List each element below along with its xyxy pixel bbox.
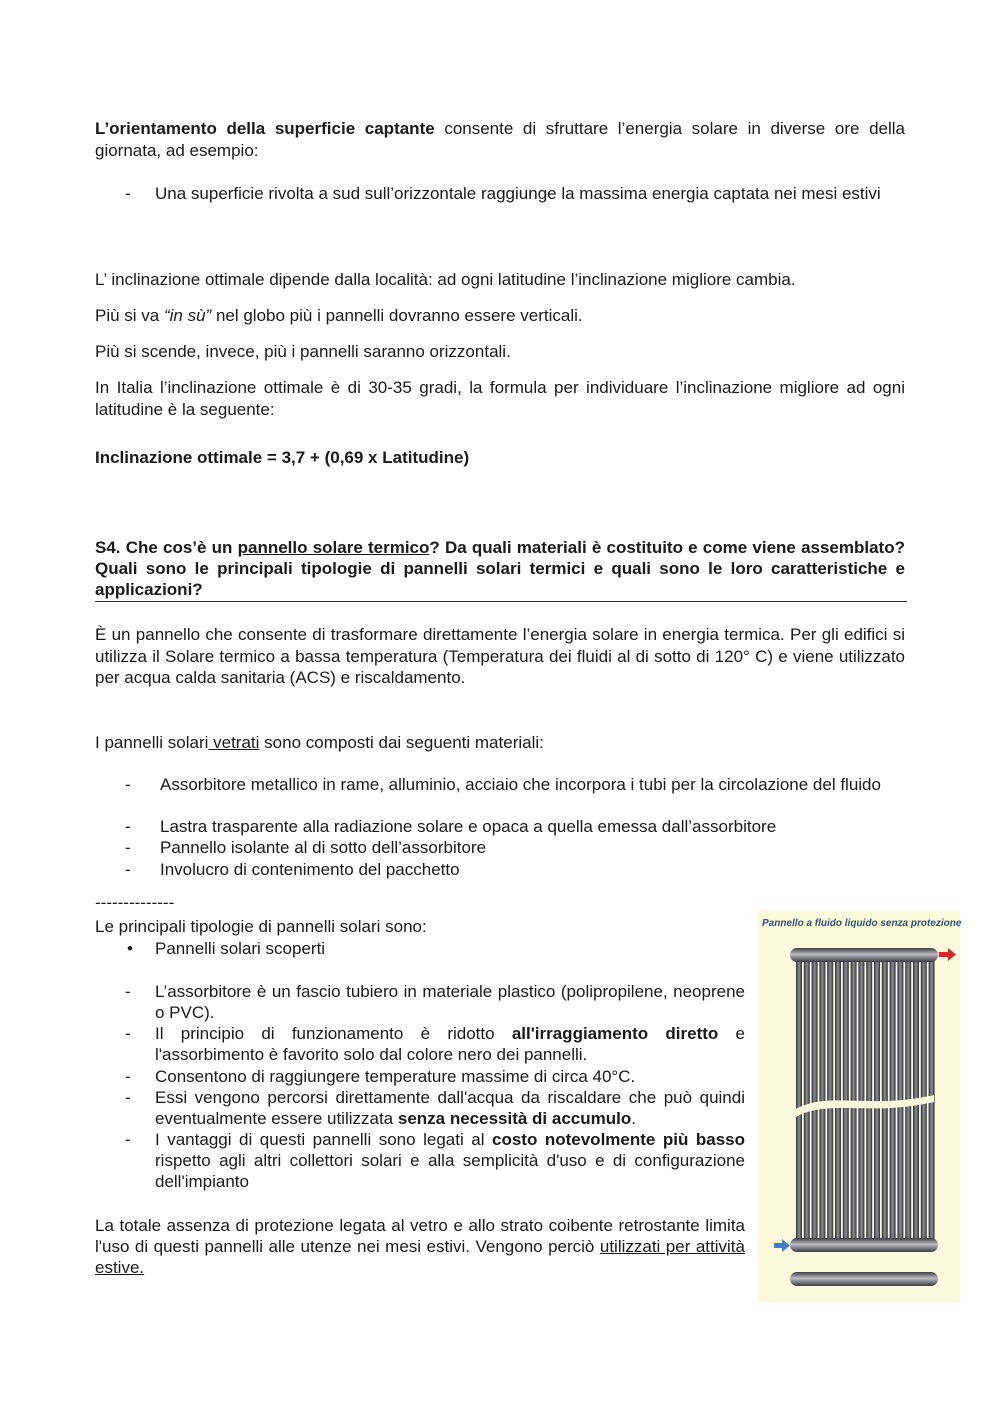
detail-text: L’assorbitore è un fascio tubiero in materiale plastico (polipropilene, neoprene o PVC). xyxy=(155,982,745,1022)
collector-tube xyxy=(874,958,880,1242)
inclination-p2-post: nel globo più i pannelli dovranno essere verticali. xyxy=(211,306,583,325)
types-intro: Le principali tipologie di pannelli solari sono: xyxy=(95,917,427,936)
inclination-p2-pre: Più si va xyxy=(95,306,164,325)
material-item-text: Pannello isolante al di sotto dell’assorbitore xyxy=(160,838,487,857)
dash-marker: - xyxy=(125,1067,131,1086)
dash-marker: - xyxy=(125,184,131,203)
detail-item-text xyxy=(155,1023,745,1065)
dot-marker: • xyxy=(127,939,133,958)
collector-tube xyxy=(796,958,802,1242)
orientation-bullet-text: Una superficie rivolta a sud sull’orizzontale raggiunge la massima energia captata nei mesi estivi xyxy=(155,184,881,203)
collector-illustration xyxy=(758,910,960,1302)
orientation-paragraph xyxy=(95,118,905,162)
material-item-text: Lastra trasparente alla radiazione solare e opaca a quella emessa dall’assorbitore xyxy=(160,817,777,836)
arrow-in-icon xyxy=(774,1239,790,1252)
collector-tube xyxy=(835,958,841,1242)
detail-text: . xyxy=(631,1109,636,1128)
materials-intro xyxy=(95,732,905,754)
inclination-p2 xyxy=(95,305,905,327)
materials-underlined: vetrati xyxy=(208,733,260,752)
question-underlined: pannello solare termico xyxy=(237,538,430,557)
materials-pre: I pannelli solari xyxy=(95,733,209,752)
dash-marker: - xyxy=(125,982,131,1001)
collector-tube xyxy=(882,958,888,1242)
arrow-out-icon xyxy=(939,948,956,961)
detail-text: Il principio di funzionamento è ridotto xyxy=(155,1024,512,1043)
question-rule xyxy=(95,601,907,602)
collector-tube xyxy=(843,958,849,1242)
closing-paragraph xyxy=(95,1215,745,1278)
collector-tube xyxy=(819,958,825,1242)
detail-text: Consentono di raggiungere temperature massime di circa 40°C. xyxy=(155,1067,636,1086)
detail-text: I vantaggi di questi pannelli sono legati al xyxy=(155,1130,492,1149)
detail-bold: senza necessità di accumulo xyxy=(397,1109,632,1128)
detail-item-text xyxy=(155,981,745,1023)
panel-figure xyxy=(758,910,960,1302)
inclination-p3: Più si scende, invece, più i pannelli saranno orizzontali. xyxy=(95,342,511,361)
detail-text: Essi vengono percorsi direttamente dall'acqua da riscaldare che può quindi eventualmente essere utilizzata xyxy=(155,1088,745,1128)
dash-marker: - xyxy=(125,1024,131,1043)
materials-post: sono composti dai seguenti materiali: xyxy=(259,733,544,752)
orientation-bold-lead: L’orientamento della superficie captante xyxy=(95,119,435,138)
dash-marker: - xyxy=(125,860,131,879)
dash-marker: - xyxy=(125,1130,131,1149)
top-header-pipe xyxy=(790,948,938,962)
inclination-formula xyxy=(95,447,905,469)
separator: -------------- xyxy=(95,893,175,912)
collector-tube xyxy=(827,958,833,1242)
material-item-text: Assorbitore metallico in rame, alluminio, acciaio che incorpora i tubi per la circolazione del fluido xyxy=(160,775,881,794)
detail-item-text xyxy=(155,1129,745,1192)
detached-header-pipe xyxy=(790,1272,938,1286)
detail-item-text xyxy=(155,1066,745,1087)
answer-paragraph: È un pannello che consente di trasformare direttamente l’energia solare in energia termica. Per gli edifici si utilizza il Solare termico a bassa temperatura (Temperatura dei fluidi al di sotto di 120° C) e viene utilizzato per acqua calda sanitaria (ACS) e riscaldamento. xyxy=(95,625,905,687)
detail-text: rispetto agli altri collettori solari e alla semplicità d'uso e di configurazione dell'impianto xyxy=(155,1151,745,1191)
question-heading xyxy=(95,537,905,600)
detail-bold: costo notevolmente più basso xyxy=(492,1130,746,1149)
detail-item-text xyxy=(155,1087,745,1129)
detail-text: e l'assorbimento è favorito solo dal colore nero dei pannelli. xyxy=(155,1024,745,1064)
collector-tube xyxy=(866,958,872,1242)
collector-tube xyxy=(812,958,818,1242)
inclination-p2-italic: “in sù” xyxy=(163,306,212,325)
dash-marker: - xyxy=(125,838,131,857)
figure-caption: Pannello a fluido liquido senza protezione xyxy=(762,918,962,929)
detail-bold: all'irraggiamento diretto xyxy=(511,1024,719,1043)
dash-marker: - xyxy=(125,775,131,794)
bottom-header-pipe xyxy=(790,1238,938,1252)
collector-tube xyxy=(851,958,857,1242)
collector-tube xyxy=(890,958,896,1242)
question-pre: S4. Che cos’è un xyxy=(95,538,238,557)
collector-tube xyxy=(804,958,810,1242)
inclination-p1: L’ inclinazione ottimale dipende dalla località: ad ogni latitudine l’inclinazione migliore cambia. xyxy=(95,270,796,289)
material-item-text: Involucro di contenimento del pacchetto xyxy=(160,860,460,879)
dash-marker: - xyxy=(125,817,131,836)
closing-pre: La totale assenza di protezione legata al vetro e allo strato coibente retrostante limita l'uso di questi pannelli alle utenze nei mesi estivi. Vengono perciò xyxy=(95,1216,745,1256)
collector-tube xyxy=(858,958,864,1242)
closing-underlined: utilizzati per attività estive. xyxy=(95,1237,745,1277)
type-item-text: Pannelli solari scoperti xyxy=(155,939,326,958)
inclination-p4: In Italia l’inclinazione ottimale è di 30-35 gradi, la formula per individuare l’inclinazione migliore ad ogni latitudine è la seguente: xyxy=(95,378,905,419)
dash-marker: - xyxy=(125,1088,131,1107)
orientation-text: consente di sfruttare l’energia solare in diverse ore della giornata, ad esempio: xyxy=(95,119,905,160)
formula-text: Inclinazione ottimale = 3,7 + (0,69 x Latitudine) xyxy=(95,448,470,467)
question-post: ? Da quali materiali è costituito e come viene assemblato? Quali sono le principali tipologie di pannelli solari termici e quali sono le loro caratteristiche e applicazioni? xyxy=(95,538,905,599)
